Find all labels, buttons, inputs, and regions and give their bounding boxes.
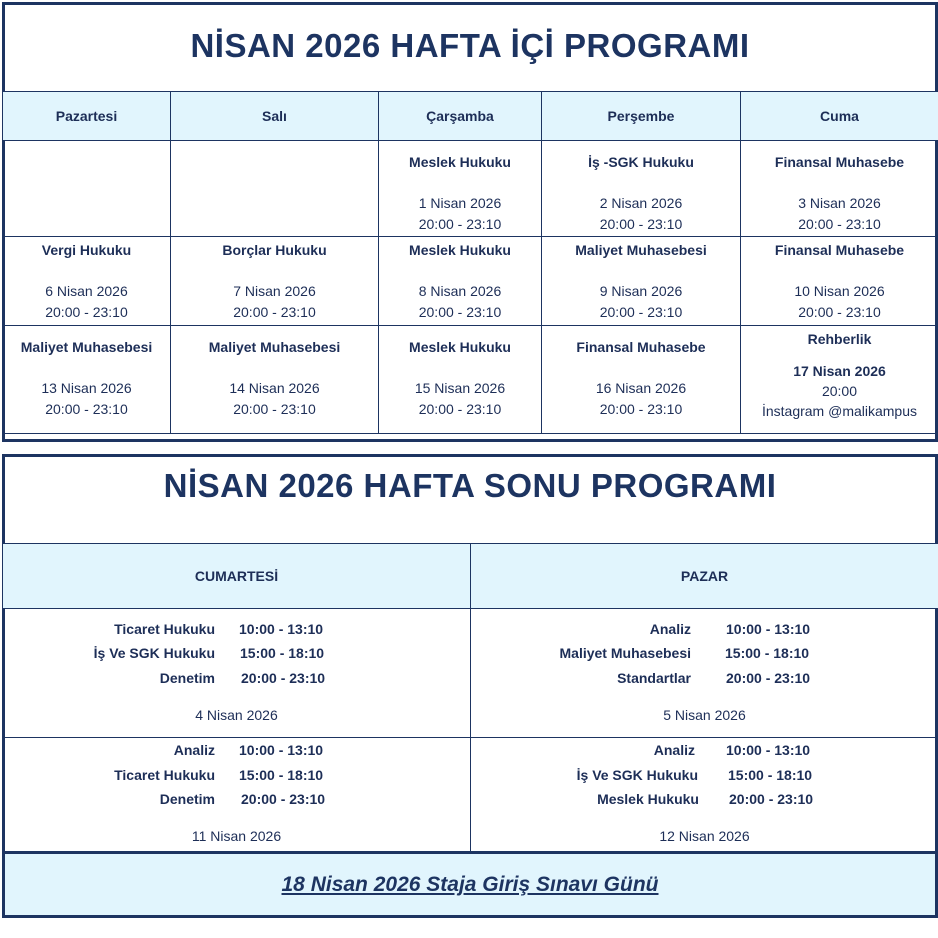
lesson-name: Analiz <box>653 742 695 758</box>
lesson-time: 20:00 - 23:10 <box>45 304 128 320</box>
lesson-time: 20:00 - 23:10 <box>418 401 502 417</box>
lesson-time: 20:00 - 23:10 <box>45 401 128 417</box>
lesson-name: Analiz <box>649 621 691 637</box>
lesson-cell <box>379 141 542 237</box>
empty-cell <box>171 141 379 237</box>
lesson-name: İş Ve SGK Hukuku <box>93 645 215 661</box>
lesson-cell <box>379 237 542 326</box>
weekday-row <box>3 326 938 434</box>
lesson-date: 13 Nisan 2026 <box>41 380 132 396</box>
lesson-cell <box>741 237 938 326</box>
weekday-table <box>2 91 938 434</box>
day-header: PAZAR <box>471 544 938 609</box>
lesson-time: 15:00 - 18:10 <box>728 767 813 783</box>
lesson-name: Maliyet Muhasebesi <box>559 645 691 661</box>
lesson-title: Meslek Hukuku <box>409 339 511 355</box>
lesson-cell <box>542 141 741 237</box>
exam-day-banner <box>2 851 938 918</box>
lesson-title: İş -SGK Hukuku <box>588 154 694 170</box>
day-header: Cuma <box>741 92 938 141</box>
lesson-time: 20:00 - 23:10 <box>241 670 326 686</box>
weekend-header-row <box>3 544 938 609</box>
lesson-date: 16 Nisan 2026 <box>595 380 687 396</box>
lesson-title: Finansal Muhasebe <box>576 339 706 355</box>
lesson-name: Meslek Hukuku <box>597 791 699 807</box>
lesson-date: 3 Nisan 2026 <box>798 195 881 211</box>
empty-cell <box>3 141 171 237</box>
day-header: Perşembe <box>542 92 741 141</box>
lesson-cell <box>542 326 741 434</box>
lesson-time: 20:00 - 23:10 <box>599 304 683 320</box>
lesson-title: Finansal Muhasebe <box>774 154 905 170</box>
lesson-name: Denetim <box>159 670 215 686</box>
lesson-title: Borçlar Hukuku <box>222 242 327 258</box>
lesson-time: 10:00 - 13:10 <box>239 742 324 758</box>
lesson-date: 9 Nisan 2026 <box>599 283 683 299</box>
lesson-date: 14 Nisan 2026 <box>229 380 320 396</box>
exam-day-text: 18 Nisan 2026 Staja Giriş Sınavı Günü <box>281 873 659 896</box>
lesson-time: 15:00 - 18:10 <box>725 645 810 661</box>
weekday-program <box>2 2 938 442</box>
lesson-name: Analiz <box>173 742 215 758</box>
weekday-row <box>3 237 938 326</box>
lesson-name: Denetim <box>159 791 215 807</box>
lesson-time: 20:00 - 23:10 <box>798 216 881 232</box>
lesson-time: 20:00 - 23:10 <box>726 670 811 686</box>
lesson-date: 15 Nisan 2026 <box>414 380 506 396</box>
lesson-title: Finansal Muhasebe <box>774 242 905 258</box>
lesson-time: 20:00 - 23:10 <box>729 791 814 807</box>
weekend-date: 5 Nisan 2026 <box>663 707 746 723</box>
lesson-time: 20:00 - 23:10 <box>418 304 502 320</box>
lesson-time: 20:00 - 23:10 <box>418 216 502 232</box>
lesson-title: Meslek Hukuku <box>409 242 511 258</box>
lesson-title: Maliyet Muhasebesi <box>575 242 707 258</box>
lesson-cell <box>741 141 938 237</box>
weekend-program <box>2 454 938 854</box>
weekend-cell <box>3 738 471 853</box>
lesson-title: Vergi Hukuku <box>41 242 132 258</box>
lesson-date: 8 Nisan 2026 <box>418 283 502 299</box>
lesson-time: 20:00 - 23:10 <box>798 304 881 320</box>
lesson-time: 20:00 - 23:10 <box>233 401 316 417</box>
lesson-cell <box>3 326 171 434</box>
lesson-date: 10 Nisan 2026 <box>794 283 885 299</box>
day-header: Pazartesi <box>3 92 171 141</box>
weekend-date: 4 Nisan 2026 <box>195 707 278 723</box>
lesson-time: 10:00 - 13:10 <box>726 742 811 758</box>
weekend-row <box>3 609 938 738</box>
weekend-row <box>3 738 938 853</box>
lesson-time: 10:00 - 13:10 <box>726 621 811 637</box>
lesson-time: 15:00 - 18:10 <box>240 645 325 661</box>
lesson-date: 7 Nisan 2026 <box>233 283 316 299</box>
instagram-handle: İnstagram @malikampus <box>761 403 918 419</box>
lesson-time: 15:00 - 18:10 <box>239 767 324 783</box>
lesson-cell <box>171 237 379 326</box>
weekday-row <box>3 141 938 237</box>
lesson-time: 20:00 <box>821 383 858 399</box>
guidance-cell <box>741 326 938 434</box>
weekend-cell <box>471 609 938 738</box>
lesson-name: İş Ve SGK Hukuku <box>576 767 698 783</box>
lesson-name: Ticaret Hukuku <box>114 621 215 637</box>
lesson-time: 20:00 - 23:10 <box>233 304 316 320</box>
weekend-date: 12 Nisan 2026 <box>659 828 750 844</box>
weekday-header-row <box>3 92 938 141</box>
lesson-time: 20:00 - 23:10 <box>599 401 683 417</box>
lesson-title: Meslek Hukuku <box>409 154 511 170</box>
lesson-title: Maliyet Muhasebesi <box>20 339 153 355</box>
weekend-date: 11 Nisan 2026 <box>191 828 282 844</box>
weekend-cell <box>471 738 938 853</box>
lesson-name: Ticaret Hukuku <box>114 767 215 783</box>
weekday-title: NİSAN 2026 HAFTA İÇİ PROGRAMI <box>190 27 750 64</box>
lesson-cell <box>171 326 379 434</box>
day-header: Salı <box>171 92 379 141</box>
lesson-date: 1 Nisan 2026 <box>418 195 502 211</box>
weekend-cell <box>3 609 471 738</box>
lesson-time: 20:00 - 23:10 <box>599 216 683 232</box>
day-header: Çarşamba <box>379 92 542 141</box>
lesson-date: 6 Nisan 2026 <box>45 283 128 299</box>
lesson-cell <box>3 237 171 326</box>
lesson-date: 17 Nisan 2026 <box>793 363 886 379</box>
lesson-name: Standartlar <box>617 670 691 686</box>
weekend-title: NİSAN 2026 HAFTA SONU PROGRAMI <box>163 467 777 504</box>
lesson-time: 20:00 - 23:10 <box>241 791 326 807</box>
lesson-cell <box>542 237 741 326</box>
lesson-time: 10:00 - 13:10 <box>239 621 324 637</box>
weekend-table <box>2 543 938 853</box>
day-header: CUMARTESİ <box>3 544 471 609</box>
lesson-title: Rehberlik <box>807 331 872 347</box>
lesson-cell <box>379 326 542 434</box>
lesson-date: 2 Nisan 2026 <box>599 195 683 211</box>
lesson-title: Maliyet Muhasebesi <box>208 339 341 355</box>
